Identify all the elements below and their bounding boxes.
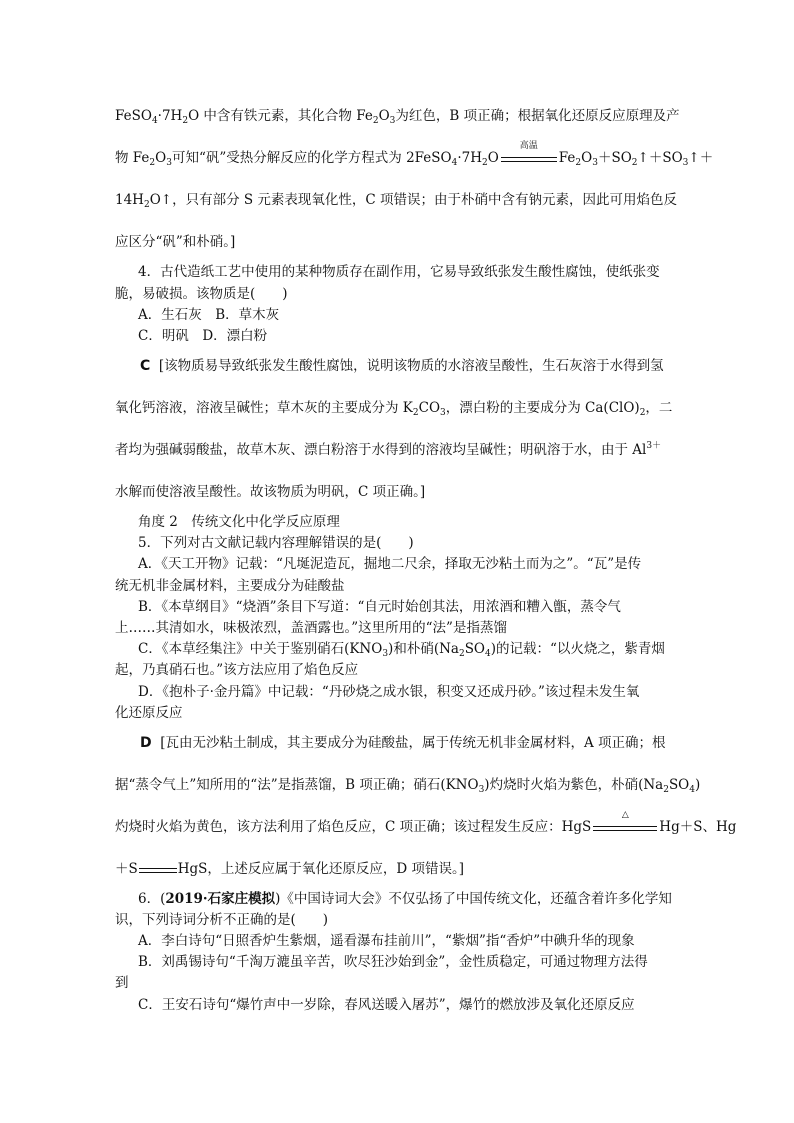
reaction-condition-arrow (501, 140, 557, 166)
subscript: 3 (166, 158, 172, 168)
reaction-condition-arrow (593, 809, 657, 835)
text-run: ＋SO (597, 150, 632, 166)
q5-option-c-line-1 (138, 639, 665, 659)
text-run: Fe (558, 150, 576, 166)
equals-sign (139, 865, 177, 875)
q4-options-ab: A．生石灰 B．草木灰 (138, 307, 280, 323)
q3-explanation-line-4: 应区分“矾”和朴硝。] (115, 234, 236, 250)
q6-option-b-line-1: B．刘禹锡诗句“千淘万漉虽辛苦，吹尽狂沙始到金”，金性质稳定，可通过物理方法得 (138, 954, 648, 970)
q5-option-b-line-1: B．《本草纲目》“烧酒”条目下写道：“自元时始创其法，用浓酒和糟入甑，蒸令气 (138, 599, 621, 615)
condition-label: 高温 (519, 140, 538, 151)
q5-explanation-line-1 (140, 733, 666, 753)
subscript: 2 (372, 116, 379, 126)
text-run: )的记载：“以火烧之，紫青烟 (490, 641, 665, 657)
text-run: FeSO (115, 108, 152, 124)
subscript: 2 (481, 158, 488, 168)
subscript: 3 (478, 785, 485, 795)
q4-explanation-line-4: 水解而使溶液呈酸性。故该物质为明矾，C 项正确。] (115, 484, 426, 500)
subscript: 3 (592, 158, 598, 168)
text-run: [瓦由无沙粘土制成，其主要成分为硅酸盐，属于传统无机非金属材料，A 项正确；根 (160, 735, 666, 751)
answer-letter: D (140, 735, 152, 751)
subscript: 3 (682, 158, 689, 168)
q5-option-c-line-2: 起，乃真硝石也。”该方法应用了焰色反应 (115, 662, 359, 678)
text-run: 物 Fe (115, 150, 150, 166)
subscript: 2 (182, 116, 189, 126)
subscript: 2 (412, 408, 419, 418)
q5-option-a-line-2: 统无机非金属材料，主要成分为硅酸盐 (115, 578, 345, 594)
subscript: 3 (382, 649, 389, 659)
text-run: 者均为强碱弱酸盐，故草木灰、漂白粉溶于水得到的溶液均呈碱性；明矾溶于水，由于 Al (115, 442, 647, 458)
text-run: ＋S (115, 861, 138, 877)
q6-option-c: C．王安石诗句“爆竹声中一岁除，春风送暖入屠苏”，爆竹的燃放涉及氧化还原反应 (138, 997, 635, 1013)
text-run: ，漂白粉的主要成分为 Ca(ClO) (445, 400, 640, 416)
subscript: 2 (149, 158, 156, 168)
answer-letter: C (140, 358, 151, 374)
q4-explanation-line-1 (140, 356, 664, 376)
text-run: )《中国诗词大会》不仅弘扬了中国传统文化，还蕴含着许多化学知 (275, 891, 672, 907)
text-run: 为红色，B 项正确；根据氧化还原反应原理及产 (395, 108, 680, 124)
text-run: 6．( (138, 891, 166, 907)
section-title: 角度 2 传统文化中化学反应原理 (138, 514, 340, 530)
superscript: 3＋ (646, 441, 662, 451)
q5-explanation-line-3 (115, 809, 737, 837)
text-run: ) (695, 777, 701, 793)
q3-explanation-line-3 (115, 190, 677, 210)
text-run: SO (668, 777, 690, 793)
text-run: C．《本草经集注》中关于鉴别硝石(KNO (138, 641, 383, 657)
subscript: 2 (458, 649, 465, 659)
q3-explanation-line-2 (115, 140, 714, 168)
q5-explanation-line-2 (115, 775, 700, 795)
text-run: HgS，上述反应属于氧化还原反应，D 项错误。] (177, 861, 465, 877)
text-run: )灼烧时火焰为紫色，朴硝(Na (484, 777, 664, 793)
text-run: 据“蒸令气上”知所用的“法”是指蒸馏，B 项正确；硝石(KNO (115, 777, 479, 793)
text-run: ·7H (157, 108, 183, 124)
double-line (593, 826, 657, 831)
q6-option-b-line-2: 到 (115, 975, 129, 991)
q4-explanation-line-3 (115, 440, 661, 460)
subscript: 3 (440, 408, 446, 418)
subscript: 2 (631, 158, 638, 168)
q3-explanation-line-1 (115, 106, 680, 126)
q6-stem-line-1 (138, 889, 672, 909)
q5-option-d-line-2: 化还原反应 (115, 705, 183, 721)
double-line (139, 868, 177, 873)
source-tag: 2019·石家庄模拟 (165, 891, 276, 907)
q4-options-cd: C．明矾 D．漂白粉 (138, 328, 268, 344)
q5-explanation-line-4 (115, 859, 464, 879)
subscript: 2 (639, 408, 646, 418)
double-line (501, 157, 557, 162)
subscript: 2 (663, 785, 669, 795)
text-run: O (155, 150, 167, 166)
q5-option-d-line-1: D．《抱朴子·金丹篇》中记载：“丹砂烧之成水银，积变又还成丹砂。”该过程未发生氧 (138, 684, 640, 700)
subscript: 3 (389, 116, 396, 126)
q5-stem: 5．下列对古文献记载内容理解错误的是( ) (138, 535, 414, 551)
subscript: 4 (151, 116, 158, 126)
q6-stem-line-2: 识，下列诗词分析不正确的是( ) (115, 912, 329, 928)
text-run: O (487, 150, 499, 166)
q4-explanation-line-2 (115, 398, 672, 418)
condition-label: △ (621, 809, 629, 820)
subscript: 4 (451, 158, 458, 168)
subscript: 2 (143, 200, 150, 210)
text-run: )和朴硝(Na (388, 641, 459, 657)
q6-option-a: A．李白诗句“日照香炉生紫烟，遥看瀑布挂前川”，“紫烟”指“香炉”中碘升华的现象 (138, 933, 635, 949)
subscript: 4 (689, 785, 695, 795)
text-run: 氧化钙溶液，溶液呈碱性；草木灰的主要成分为 K (115, 400, 413, 416)
subscript: 2 (575, 158, 582, 168)
text-run: 灼烧时火焰为黄色，该方法利用了焰色反应，C 项正确；该过程发生反应：HgS (115, 819, 592, 835)
text-run: SO (464, 641, 486, 657)
text-run: O 中含有铁元素，其化合物 Fe (188, 108, 373, 124)
q4-stem-line-1: 4．古代造纸工艺中使用的某种物质存在副作用，它易导致纸张发生酸性腐蚀，使纸张变 (138, 264, 660, 280)
text-run: [该物质易导致纸张发生酸性腐蚀，说明该物质的水溶液呈酸性，生石灰溶于水得到氢 (158, 358, 664, 374)
text-run: ·7H (457, 150, 482, 166)
text-run: 14H (115, 192, 144, 208)
q5-option-b-line-2: 上……其清如水，味极浓烈，盖酒露也。”这里所用的“法”是指蒸馏 (115, 620, 507, 636)
text-run: O (581, 150, 593, 166)
text-run: ↑＋SO (637, 150, 683, 166)
text-run: 可知“矾”受热分解反应的化学方程式为 2FeSO (171, 150, 452, 166)
text-run: Hg＋S、Hg (659, 819, 737, 835)
q5-option-a-line-1: A．《天工开物》记载：“凡埏泥造瓦，掘地二尺余，择取无沙粘土而为之”。“瓦”是传 (138, 556, 642, 572)
text-run: CO (418, 400, 441, 416)
text-run: O (378, 108, 390, 124)
q4-stem-line-2: 脆，易破损。该物质是( ) (115, 286, 288, 302)
text-run: O↑，只有部分 S 元素表现氧化性，C 项错误；由于朴硝中含有钠元素，因此可用焰色反 (149, 192, 678, 208)
subscript: 4 (485, 649, 491, 659)
text-run: ↑＋ (688, 150, 714, 166)
text-run: ，二 (645, 400, 673, 416)
